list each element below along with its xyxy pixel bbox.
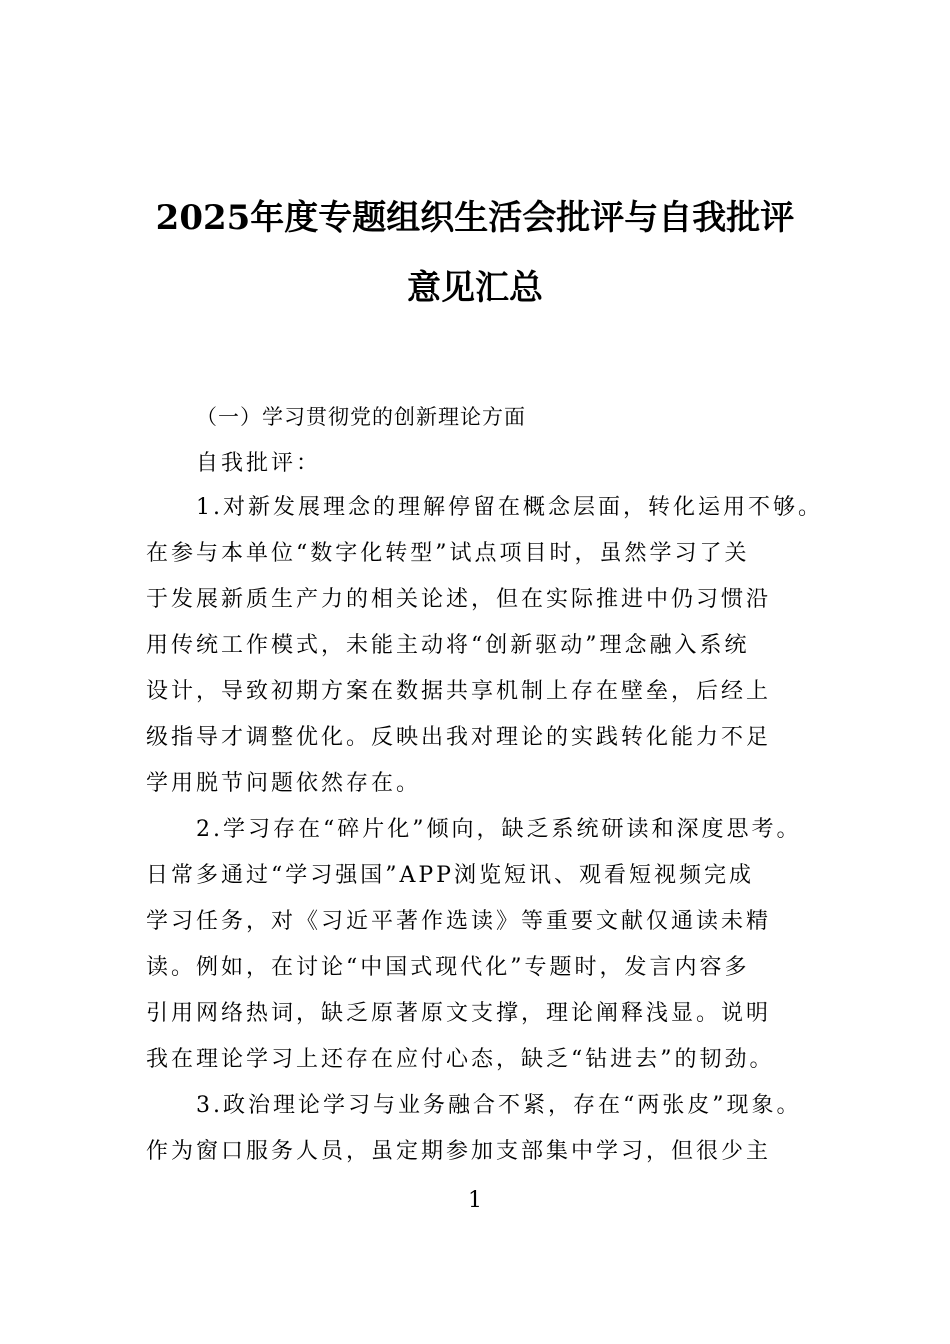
paragraph-line: 作为窗口服务人员，虽定期参加支部集中学习，但很少主 <box>146 1139 772 1164</box>
document-title-line-1: 2025年度专题组织生活会批评与自我批评 <box>155 198 795 238</box>
paragraph-line: 设计，导致初期方案在数据共享机制上存在壁垒，后经上 <box>146 679 772 704</box>
paragraph-line: 学用脱节问题依然存在。 <box>146 771 422 796</box>
paragraph-line: 3.政治理论学习与业务融合不紧，存在“两张皮”现象。 <box>196 1093 802 1118</box>
paragraph-line: 在参与本单位“数字化转型”试点项目时，虽然学习了关 <box>146 541 750 566</box>
document-title-line-2: 意见汇总 <box>407 268 543 308</box>
paragraph-line: 引用网络热词，缺乏原著原文支撑，理论阐释浅显。说明 <box>146 1001 772 1026</box>
page-number: 1 <box>468 1188 482 1213</box>
paragraph-line: 于发展新质生产力的相关论述，但在实际推进中仍习惯沿 <box>146 587 772 612</box>
paragraph-line: 我在理论学习上还存在应付心态，缺乏“钻进去”的韧劲。 <box>146 1047 775 1072</box>
paragraph-line: 用传统工作模式，未能主动将“创新驱动”理念融入系统 <box>146 633 750 658</box>
paragraph-line: 级指导才调整优化。反映出我对理论的实践转化能力不足 <box>146 725 772 750</box>
paragraph-line: 学习任务，对《习近平著作选读》等重要文献仅通读未精 <box>146 909 772 934</box>
paragraph-line: 读。例如，在讨论“中国式现代化”专题时，发言内容多 <box>146 955 750 980</box>
paragraph-line: 日常多通过“学习强国”APP浏览短讯、观看短视频完成 <box>146 863 754 888</box>
paragraph-line: 2.学习存在“碎片化”倾向，缺乏系统研读和深度思考。 <box>196 817 802 842</box>
section-heading: （一）学习贯彻党的创新理论方面 <box>196 405 526 429</box>
self-criticism-subheading: 自我批评： <box>196 451 322 476</box>
paragraph-line: 1.对新发展理念的理解停留在概念层面，转化运用不够。 <box>196 495 823 520</box>
